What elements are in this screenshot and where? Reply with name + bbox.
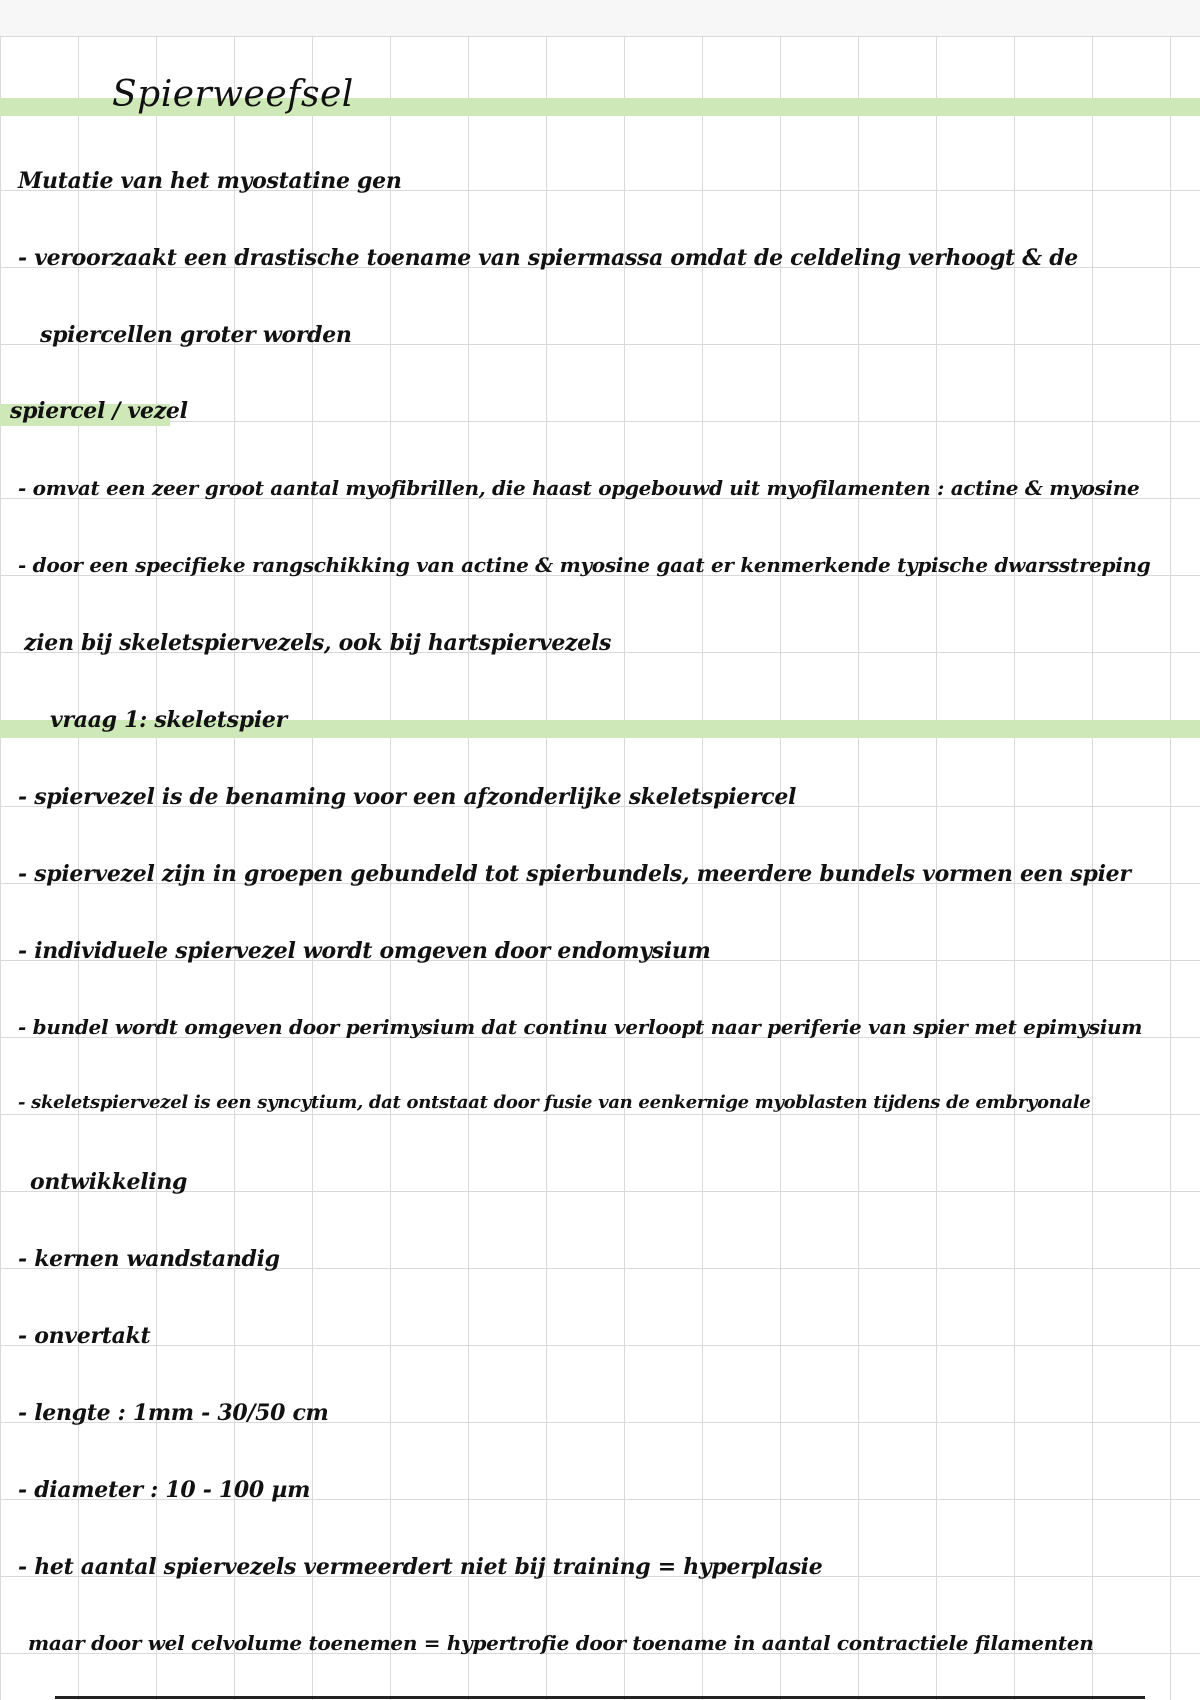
note-line: ontwikkeling — [30, 1169, 188, 1195]
note-line: - skeletspiervezel is een syncytium, dat ontstaat door fusie van eenkernige myoblasten tijdens de embryonale — [18, 1092, 1091, 1113]
note-line: - door een specifieke rangschikking van actine & myosine gaat er kenmerkende typische dwarsstreping — [18, 553, 1151, 577]
note-line: - bundel wordt omgeven door perimysium dat continu verloopt naar periferie van spier met epimysium — [18, 1015, 1143, 1039]
bottom-divider — [55, 1696, 1145, 1699]
note-line: - individuele spiervezel wordt omgeven door endomysium — [18, 938, 711, 964]
note-line: - veroorzaakt een drastische toename van spiermassa omdat de celdeling verhoogt & de — [18, 245, 1078, 271]
note-line: - spiervezel is de benaming voor een afzonderlijke skeletspiercel — [18, 784, 797, 810]
page-title: Spierweefsel — [112, 74, 354, 115]
note-line: maar door wel celvolume toenemen = hypertrofie door toename in aantal contractiele filamenten — [28, 1631, 1094, 1655]
note-line: vraag 1: skeletspier — [50, 707, 287, 733]
note-line: Mutatie van het myostatine gen — [18, 168, 402, 194]
note-line: - het aantal spiervezels vermeerdert niet bij training = hyperplasie — [18, 1554, 823, 1580]
note-line: - kernen wandstandig — [18, 1246, 280, 1272]
note-line: - diameter : 10 - 100 µm — [18, 1477, 311, 1503]
note-line: - omvat een zeer groot aantal myofibrillen, die haast opgebouwd uit myofilamenten : actine & myosine — [18, 476, 1140, 500]
note-line: - onvertakt — [18, 1323, 151, 1349]
note-line: - lengte : 1mm - 30/50 cm — [18, 1400, 329, 1426]
note-line: spiercel / vezel — [10, 398, 188, 424]
note-line: spiercellen groter worden — [40, 322, 352, 348]
note-line: zien bij skeletspiervezels, ook bij hartspiervezels — [24, 630, 612, 656]
note-line: - spiervezel zijn in groepen gebundeld tot spierbundels, meerdere bundels vormen een spier — [18, 861, 1131, 887]
